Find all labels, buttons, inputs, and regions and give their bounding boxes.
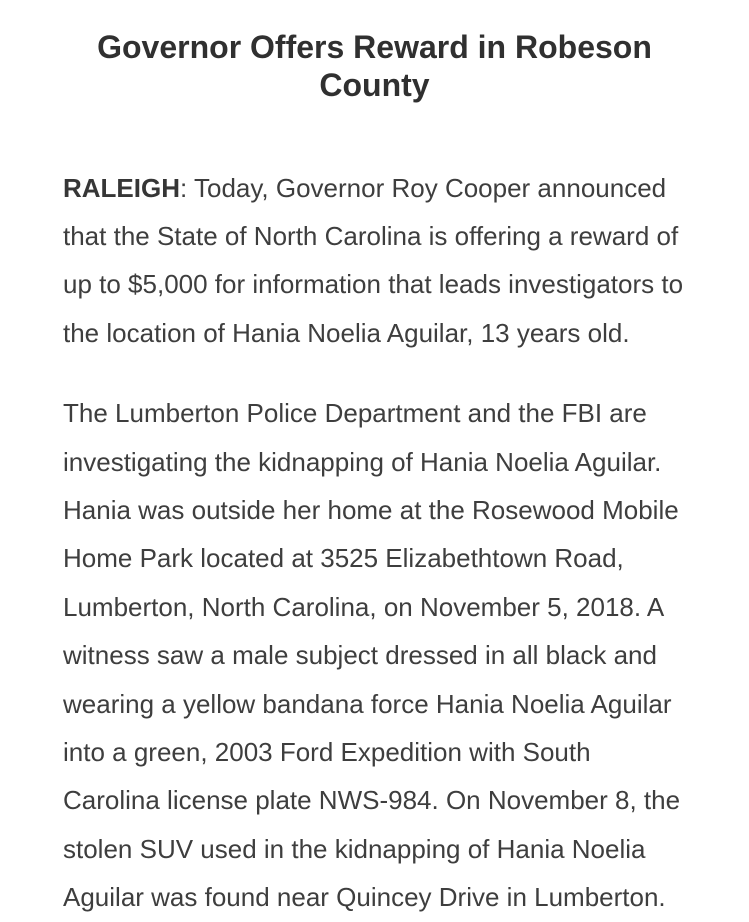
dateline-raleigh: RALEIGH [63, 172, 180, 203]
article-title: Governor Offers Reward in Robeson County [97, 29, 652, 103]
paragraph-investigation-details [63, 389, 686, 921]
paragraph-reward-text: : Today, Governor Roy Cooper announced that the State of North Carolina is offering a reward of up to $5,000 for information that leads investigators to the location of Hania Noelia Aguilar, 13 years old. [63, 172, 684, 348]
paragraph-reward-announcement [63, 164, 686, 358]
paragraph-investigation-text: The Lumberton Police Department and the FBI are investigating the kidnapping of Hania Noelia Aguilar. Hania was outside her home at the Rosewood Mobile Home Park located at 3525 Elizabethtown Road, Lumberton, North Carolina, on November 5, 2018. A witness saw a male subject dressed in all black and wearing a yellow bandana force Hania Noelia Aguilar into a green, 2003 Ford Expedition with South Carolina license plate NWS-984. On November 8, the stolen SUV used in the kidnapping of Hania Noelia Aguilar was found near Quincey Drive in Lumberton. [63, 398, 681, 913]
